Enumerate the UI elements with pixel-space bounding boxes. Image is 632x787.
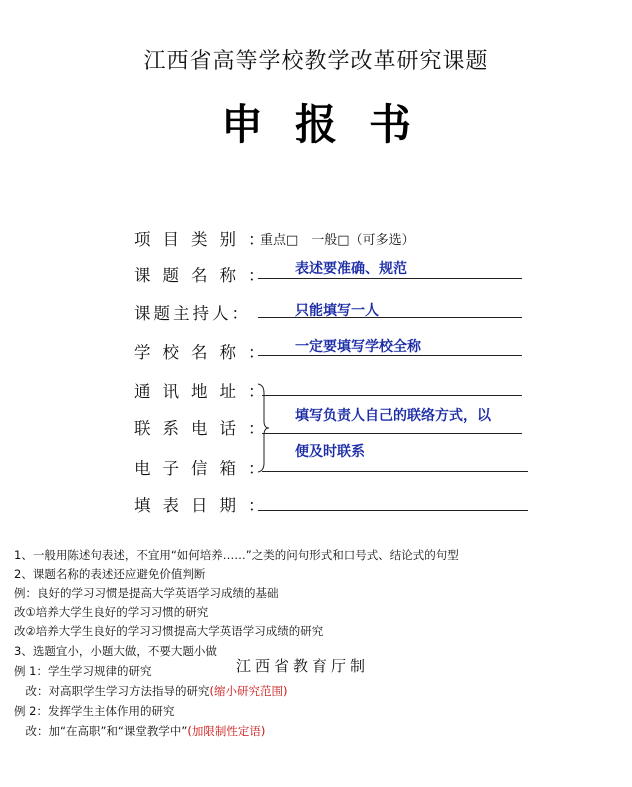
note-line-4: 改①培养大学生良好的学习习惯的研究 — [14, 605, 209, 619]
document-main-title: 申报书 — [220, 100, 443, 149]
email-label: 电子信箱： — [134, 459, 277, 478]
address-line — [262, 395, 522, 396]
note-line-10-annotation: (加限制性定语) — [187, 724, 266, 738]
fill-date-label: 填表日期： — [134, 496, 277, 515]
contact-note-line-1: 填写负责人自己的联络方式，以 — [295, 408, 491, 424]
project-type-label: 项目类别： — [134, 230, 277, 249]
document-header-title: 江西省高等学校教学改革研究课题 — [143, 49, 489, 74]
address-label: 通讯地址： — [134, 382, 277, 401]
host-line — [258, 317, 522, 318]
note-line-10-text: 改：加“在高职”和“课堂教学中” — [14, 724, 188, 738]
project-name-label: 课题名称： — [134, 266, 277, 285]
note-line-7: 例 1：学生学习规律的研究 — [14, 664, 152, 678]
email-line — [262, 471, 528, 472]
phone-line — [262, 433, 522, 434]
note-line-8-text: 改：对高职学生学习方法指导的研究 — [14, 684, 210, 698]
school-name-note: 一定要填写学校全称 — [295, 339, 421, 355]
note-line-9: 例 2：发挥学生主体作用的研究 — [14, 704, 175, 718]
school-name-line — [258, 355, 522, 356]
issuer-text: 江西省教育厅制 — [236, 657, 370, 675]
project-type-options: 重点□ 一般□（可多选） — [260, 233, 415, 248]
phone-label: 联系电话： — [134, 419, 277, 438]
contact-note-line-2: 便及时联系 — [295, 444, 365, 460]
note-line-10 — [14, 723, 265, 739]
note-line-2: 2、课题名称的表述还应避免价值判断 — [14, 567, 206, 581]
host-note: 只能填写一人 — [295, 303, 379, 319]
host-label: 课题主持人： — [134, 304, 251, 323]
note-line-3: 例：良好的学习习惯是提高大学英语学习成绩的基础 — [14, 586, 279, 600]
note-line-8-annotation: (缩小研究范围) — [209, 684, 288, 698]
note-line-8 — [14, 683, 287, 699]
note-line-6: 3、选题宜小，小题大做，不要大题小做 — [14, 644, 217, 658]
project-name-line — [258, 278, 522, 279]
fill-date-line — [258, 510, 528, 511]
note-line-5: 改②培养大学生良好的学习习惯提高大学英语学习成绩的研究 — [14, 624, 324, 638]
school-name-label: 学校名称： — [134, 343, 277, 362]
project-name-note: 表述要准确、规范 — [295, 261, 407, 277]
note-line-1: 1、一般用陈述句表述，不宜用“如何培养……”之类的问句形式和口号式、结论式的句型 — [14, 548, 459, 562]
